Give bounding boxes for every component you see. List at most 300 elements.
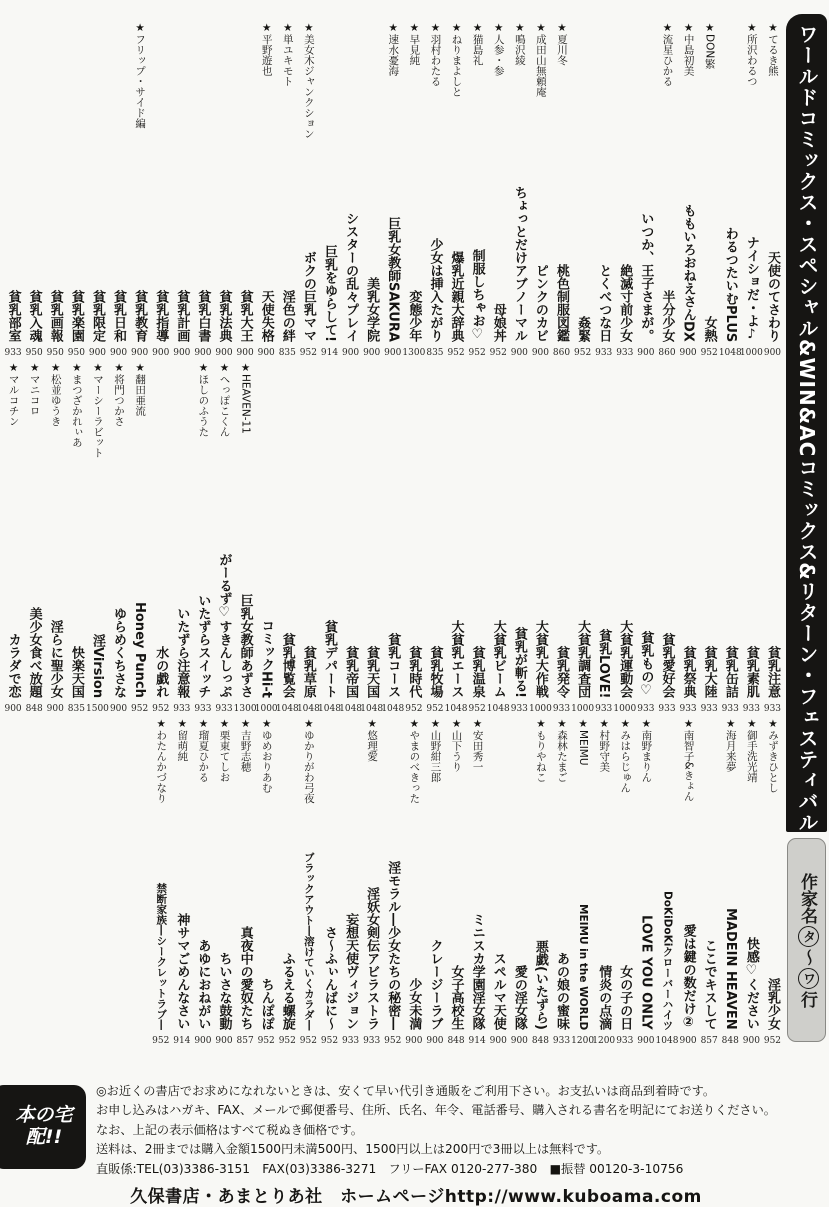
author-name-slot [446,714,467,832]
book-title: 貧乳法典 [216,290,232,342]
price: 900 [679,348,697,358]
book-title-slot [403,838,424,1030]
catalog-column [45,540,66,832]
price: 933 [721,704,739,714]
price: 933 [4,348,22,358]
price: 952 [131,704,149,714]
catalog-column [530,838,551,1050]
price: 952 [426,704,444,714]
book-title: ちいさな鼓動 [216,952,232,1030]
author-name: ★ほしのふうた [197,362,210,437]
book-title-slot [446,540,467,698]
price-slot [321,342,338,358]
book-title-slot [467,156,488,342]
book-title: ゆらめくちさな [111,607,127,698]
price-slot [360,698,383,714]
catalog-column [551,22,572,492]
book-title: 制服しちゃお♡ [469,249,485,342]
book-title: 貧乳もの♡ [638,631,654,698]
price-slot [656,1030,679,1046]
ordering-info [96,1082,806,1179]
ordering-info-line: なお、上記の表示価格はすべて税ぬき価格です。 [96,1122,363,1137]
price-slot [68,342,85,358]
author-name-slot [171,714,192,832]
price: 952 [299,348,317,358]
author-name-slot [214,714,235,832]
price-slot [469,342,486,358]
author-index-label [788,873,825,1008]
book-title-slot [593,838,614,1030]
book-title: 女熱 [701,316,717,342]
book-title: 禁断家族―シークレットラブ― [155,883,168,1030]
catalog-column [192,540,213,832]
author-name-slot [66,358,87,492]
price-slot [381,698,404,714]
book-title: 桃色制服図鑑 [554,264,570,342]
book-title-slot [403,156,424,342]
author-name-slot [403,714,424,832]
price-slot [68,698,85,714]
author-name-slot [762,714,783,832]
author-name: ★瑠夏ひかる [197,718,210,783]
catalog-column [572,22,593,492]
author-name: ★平野遊也 [260,22,273,76]
book-title-slot [298,838,319,1030]
catalog-column [551,838,572,1050]
price-slot [490,342,507,358]
price-slot [110,342,127,358]
book-title: 愛の淫女隊 [511,965,527,1030]
price: 933 [763,704,782,714]
price: 900 [194,348,212,358]
author-name: ★森林たまご [556,718,569,783]
catalog-column [382,22,403,492]
book-title-slot [614,540,635,698]
author-name: ★もりやねこ [534,718,547,783]
author-name: ★まつざかれぃあ [70,362,83,448]
book-title-slot [171,156,192,342]
author-name: ★マニコロ [28,362,41,416]
price: 857 [700,1036,718,1046]
book-title-slot [488,838,509,1030]
book-title: Honey Punch [132,602,148,698]
price: 952 [468,704,486,714]
price: 933 [742,704,760,714]
catalog-column [467,838,488,1050]
book-title-slot [361,540,382,698]
price: 914 [468,1036,486,1046]
price: 900 [489,1036,507,1046]
book-title-slot [129,156,150,342]
price-slot [764,698,781,714]
book-title-slot [214,540,235,698]
book-title-slot [424,540,445,698]
author-name-slot [467,22,488,156]
price: 952 [574,348,592,358]
price-slot [297,698,320,714]
price-slot [616,342,633,358]
book-title: 真夜中の愛奴たち [237,926,253,1030]
catalog-column [656,22,677,492]
price: 900 [215,348,233,358]
price-slot [447,342,464,358]
book-title: 爆乳近親大辞典 [448,251,464,342]
price: 900 [46,704,64,714]
catalog-column [678,540,699,832]
author-name: ★フリップ・サイド編 [134,22,147,129]
catalog-column [614,838,635,1050]
book-title: いたずらスイッチ [195,594,211,698]
book-title: 貧乳発令 [554,646,570,698]
price-slot [318,698,341,714]
price: 952 [468,348,486,358]
book-title-slot [66,156,87,342]
catalog-column [741,540,762,832]
price: 848 [25,704,43,714]
book-title-slot [635,156,656,342]
book-title: シスターの乱々プレイ [343,212,359,342]
catalog-column [382,838,403,1050]
book-title: スペルマ天使 [490,952,506,1030]
book-title: コミックHi-t [258,619,274,698]
price-slot [26,342,43,358]
author-name-slot [24,358,45,492]
book-title: 姦緊 [575,316,591,342]
author-name-slot [382,22,403,156]
catalog-section-top [2,22,783,492]
catalog-column [319,838,340,1050]
price: 900 [236,348,254,358]
book-title-slot [256,838,277,1030]
book-title-slot [741,838,762,1030]
catalog-column [446,22,467,492]
catalog-column [635,838,656,1050]
author-name-slot [192,358,213,492]
catalog-column [319,540,340,832]
book-title: 情炎の点滴 [596,965,612,1030]
book-title: 少女は挿入たがり [427,238,443,342]
index-tilde: 〜 [797,948,817,966]
price: 860 [658,348,676,358]
price: 900 [109,704,128,714]
catalog-column [720,838,741,1050]
price-slot [719,342,742,358]
price-slot [511,1030,528,1046]
price: 860 [552,348,571,358]
price: 952 [152,704,170,714]
author-name: ★単ユキモト [281,22,294,87]
catalog-column [572,540,593,832]
book-title: カラダで恋 [5,633,21,698]
book-title-slot [298,156,319,342]
price: 1048 [296,704,320,714]
catalog-column [256,540,277,832]
author-name-slot [150,714,171,832]
catalog-column [129,540,150,832]
price: 952 [763,1036,782,1046]
book-title-slot [572,156,593,342]
price: 952 [257,1036,275,1046]
catalog-section-middle [2,540,783,832]
price: 1048 [486,704,510,714]
book-title: さ〜ふぃんばに〜 [321,926,337,1030]
book-title-slot [192,156,213,342]
book-title: 淫らに聖少女 [47,620,63,698]
author-name: ★安田秀一 [471,718,484,772]
author-name-slot [277,22,298,156]
book-title: 淫Virsion [89,633,105,698]
catalog-column [446,838,467,1050]
book-title: 貧乳画報 [47,290,63,342]
author-name-slot [129,22,150,156]
book-title-slot [277,540,298,698]
book-title: 巨乳女教師あずさ [237,594,253,698]
book-title: MADEIN HEAVEN [722,908,738,1030]
author-name: ★村野守美 [598,718,611,772]
price-slot [701,698,718,714]
price-slot [426,698,443,714]
series-banner-title: ワールドコミックス・スペシャル&WIN&ACコミックス&リターン・フェスティバル [795,24,819,833]
price: 952 [278,1036,296,1046]
price: 1048 [318,704,341,714]
book-title: 貧乳入魂 [26,290,42,342]
price: 952 [320,1036,339,1046]
book-title: いたずら注意報 [174,607,190,698]
price: 950 [67,348,85,358]
catalog-column [530,22,551,492]
price-slot [740,342,763,358]
price-slot [637,698,654,714]
book-title: 貧乳草原 [300,646,316,698]
author-name-slot [551,22,572,156]
price-slot [152,342,169,358]
author-name: ★MEIMU [577,718,590,766]
book-title-slot [678,540,699,698]
price: 900 [426,1036,444,1046]
price: 950 [25,348,43,358]
catalog-column [530,540,551,832]
author-name-slot [614,714,635,832]
book-title-slot [530,838,551,1030]
price-slot [194,698,211,714]
book-title-slot [509,156,530,342]
book-title-slot [235,838,256,1030]
book-title: DoKiDoKiクローバーハイツ [661,890,674,1030]
price-slot [445,698,468,714]
book-title: 水の戯れ [153,646,169,698]
book-title-slot [319,540,340,698]
author-name: ★御手洗光靖 [745,718,758,783]
author-name-slot [699,22,720,156]
author-name-slot [256,22,277,156]
book-title: 天使のてさわり [764,251,780,342]
book-title-slot [129,540,150,698]
price-slot [237,342,254,358]
price: 900 [173,348,191,358]
catalog-column [361,540,382,832]
book-title: 貧乳大陸 [701,646,717,698]
price: 900 [109,348,128,358]
catalog-column [213,22,234,492]
price: 900 [510,1036,528,1046]
price-slot [255,698,278,714]
book-title-slot [656,838,677,1030]
catalog-column [171,540,192,832]
book-title-slot [741,540,762,698]
price: 914 [173,1036,191,1046]
ordering-info-line: お申し込みはハガキ、FAX、メールで郵便番号、住所、氏名、年令、電話番号、購入される書名を明記にてお送りください。 [96,1103,776,1118]
author-name-slot [762,22,783,156]
price: 900 [679,1036,697,1046]
catalog-column [340,22,361,492]
book-title: あゆにおねがい [195,939,211,1030]
book-title: 貧乳LOVE! [596,628,612,698]
author-index-tab [787,838,826,1042]
price-slot [637,342,654,358]
catalog-column [424,540,445,832]
price-slot [487,698,510,714]
author-name: ★人参・参 [492,22,505,76]
author-name: ★わたんかづなり [155,718,168,804]
price: 900 [763,348,782,358]
price-slot [234,698,257,714]
price-slot [339,698,362,714]
book-title-slot [256,156,277,342]
catalog-column [551,540,572,832]
book-title: 愛は鍵の数だけ② [680,924,696,1030]
book-title: 貧乳牧場 [427,646,443,698]
book-title: ボクの巨乳ママ [300,251,316,342]
price-slot [426,342,443,358]
catalog-column [488,540,509,832]
price-slot [553,1030,570,1046]
price-slot [258,342,275,358]
book-title-slot [551,838,572,1030]
price-slot [173,698,190,714]
catalog-column [741,838,762,1050]
price-slot [764,1030,781,1046]
book-title: 淫モラル―少女たちの秘密― [385,861,401,1030]
book-title: MEIMU in the WORLD [577,903,590,1030]
catalog-column [467,22,488,492]
book-title-slot [66,540,87,698]
book-title: ここでキスして [701,939,717,1030]
price: 900 [405,1036,423,1046]
book-title-slot [24,540,45,698]
price: 952 [384,1036,402,1046]
book-title-slot [277,838,298,1030]
catalog-column [319,22,340,492]
author-name: ★山野紺三郎 [429,718,442,783]
book-title-slot [382,838,403,1030]
price: 933 [194,704,212,714]
price: 1300 [402,348,426,358]
price-slot [4,698,21,714]
book-title-slot [150,838,171,1030]
book-title: 貧乳教育 [132,290,148,342]
book-title-slot [319,156,340,342]
price-slot [469,698,486,714]
price-slot [4,342,21,358]
book-title-slot [150,540,171,698]
author-name: ★やまのべきった [408,718,421,804]
price: 933 [616,1036,634,1046]
book-title-slot [87,540,108,698]
author-name: ★悠理愛 [366,718,379,762]
book-title-slot [720,156,741,342]
price: 900 [194,1036,212,1046]
catalog-column [614,540,635,832]
catalog-section-bottom [2,838,783,1050]
book-title: 貧乳祭典 [680,646,696,698]
book-title-slot [614,838,635,1030]
author-name: ★海月来夢 [724,718,737,772]
price-slot [110,698,127,714]
book-title: 神サマごめんなさい [174,913,190,1030]
price-slot [743,1030,760,1046]
publisher-line: 久保書店・あまとりあ社 ホームページhttp://www.kuboama.com [130,1187,702,1207]
price: 933 [341,1036,360,1046]
book-title-slot [635,838,656,1030]
book-title: ちんぽぽ [258,978,274,1030]
author-name-slot [741,22,762,156]
author-name-slot [530,714,551,832]
book-title-slot [214,156,235,342]
book-title: 貧乳素肌 [743,646,759,698]
price-slot [722,1030,739,1046]
author-name: ★山下うり [450,718,463,772]
author-name-slot [298,22,319,156]
book-title-slot [214,838,235,1030]
price-slot [89,342,106,358]
ordering-info-line: 直販係:TEL(03)3386-3151 FAX(03)3386-3271 フリーFAX 0120-277-380 ■振替 00120-3-10756 [96,1161,684,1176]
book-title-slot [762,838,783,1030]
book-title: 貧乳デパート [321,620,337,698]
book-title: 淫妖女剣伝アビラストラ [364,887,380,1030]
book-title: LOVE YOU ONLY [638,915,654,1030]
price-slot [26,698,43,714]
price-slot [384,1030,401,1046]
price-slot [342,342,359,358]
price: 900 [152,348,170,358]
author-name-slot [467,714,488,832]
price-slot [764,342,781,358]
price-slot [342,1030,359,1046]
book-title-slot [572,838,593,1030]
price-slot [595,342,612,358]
price: 952 [299,1036,317,1046]
book-title-slot [340,156,361,342]
series-banner [786,14,827,832]
price: 933 [616,348,634,358]
book-title: がーるず♡すきんしっぷ [216,553,232,698]
price: 1000 [254,704,278,714]
catalog-column [762,838,783,1050]
book-title-slot [171,838,192,1030]
catalog-column [509,540,530,832]
author-name-slot [678,714,699,832]
author-name: ★DON繁 [703,22,716,69]
author-name-slot [192,714,213,832]
catalog-column [720,540,741,832]
catalog-column [340,838,361,1050]
book-title: とくべつな日 [596,264,612,342]
catalog-column [467,540,488,832]
price-slot [86,698,109,714]
catalog-column [488,22,509,492]
book-title-slot [720,838,741,1030]
ordering-info-line: ◎お近くの書店でお求めになれないときは、安くて早い代引き通販をご利用下さい。お支払いは商品到着時です。 [96,1084,716,1098]
